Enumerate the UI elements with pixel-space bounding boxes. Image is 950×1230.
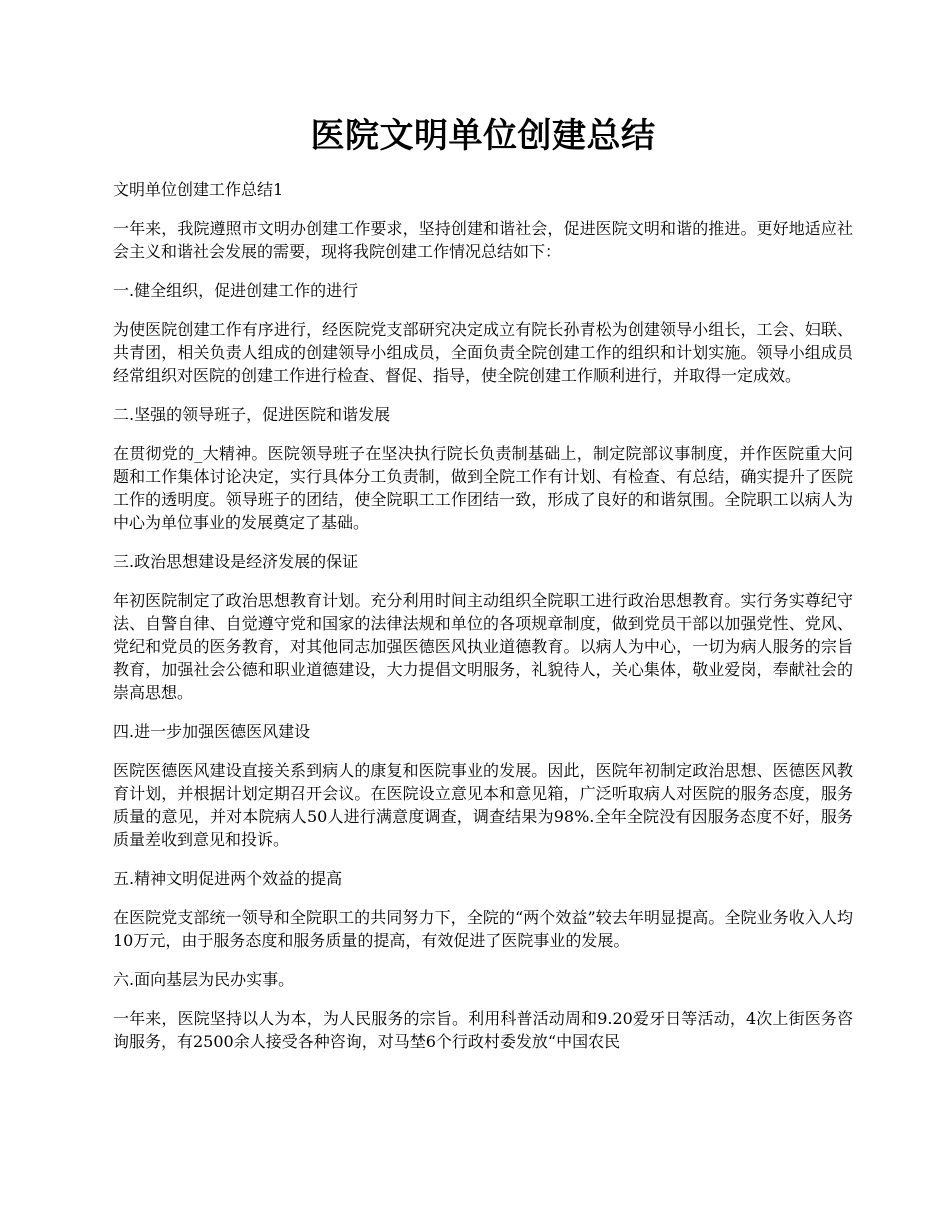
section-heading: 六.面向基层为民办实事。: [113, 970, 295, 989]
section-heading: 一.健全组织，促进创建工作的进行: [113, 281, 359, 300]
document-subtitle: 文明单位创建工作总结1: [113, 180, 284, 199]
section-heading: 五.精神文明促进两个效益的提高: [113, 869, 343, 888]
section-heading: 四.进一步加强医德医风建设: [113, 722, 311, 741]
section-body: 为使医院创建工作有序进行，经医院党支部研究决定成立有院长孙青松为创建领导小组长，工会、妇联、共青团，相关负责人组成的创建领导小组成员，全面负责全院创建工作的组织和计划实施。领导小组成员经常组织对医院的创建工作进行检查、督促、指导，使全院创建工作顺利进行，并取得一定成效。: [113, 320, 853, 385]
section-heading: 二.坚强的领导班子，促进医院和谐发展: [113, 405, 391, 424]
section-heading: 三.政治思想建设是经济发展的保证: [113, 552, 359, 571]
section-body: 医院医德医风建设直接关系到病人的康复和医院事业的发展。因此，医院年初制定政治思想、医德医风教育计划，并根据计划定期召开会议。在医院设立意见本和意见箱，广泛听取病人对医院的服务态度，服务质量的意见，并对本院病人50人进行满意度调查，调查结果为98%.全年全院没有因服务态度不好，服务质量差收到意见和投诉。: [113, 761, 853, 849]
section-body: 在贯彻党的_大精神。医院领导班子在坚决执行院长负责制基础上，制定院部议事制度，并作医院重大问题和工作集体讨论决定，实行具体分工负责制，做到全院工作有计划、有检查、有总结，确实提升了医院工作的透明度。领导班子的团结，使全院职工工作团结一致，形成了良好的和谐氛围。全院职工以病人为中心为单位事业的发展奠定了基础。: [113, 444, 853, 532]
section-body: 一年来，医院坚持以人为本，为人民服务的宗旨。利用科普活动周和9.20爱牙日等活动，4次上街医务咨询服务，有2500余人接受各种咨询，对马埜6个行政村委发放“中国农民: [113, 1009, 853, 1051]
intro-paragraph: 一年来，我院遵照市文明办创建工作要求，坚持创建和谐社会，促进医院文明和谐的推进。更好地适应社会主义和谐社会发展的需要，现将我院创建工作情况总结如下：: [113, 219, 853, 261]
section-body: 在医院党支部统一领导和全院职工的共同努力下，全院的“两个效益”较去年明显提高。全院业务收入人均10万元，由于服务态度和服务质量的提高，有效促进了医院事业的发展。: [113, 908, 853, 950]
document-title: 医院文明单位创建总结: [310, 116, 656, 156]
document-page: [113, 112, 853, 1069]
section-body: 年初医院制定了政治思想教育计划。充分利用时间主动组织全院职工进行政治思想教育。实行务实尊纪守法、自警自律、自觉遵守党和国家的法律法规和单位的各项规章制度，做到党员干部以加强党性、党风、党纪和党员的医务教育，对其他同志加强医德医风执业道德教育。以病人为中心，一切为病人服务的宗旨教育，加强社会公德和职业道德建设，大力提倡文明服务，礼貌待人，关心集体，敬业爱岗，奉献社会的崇高思想。: [113, 591, 853, 702]
